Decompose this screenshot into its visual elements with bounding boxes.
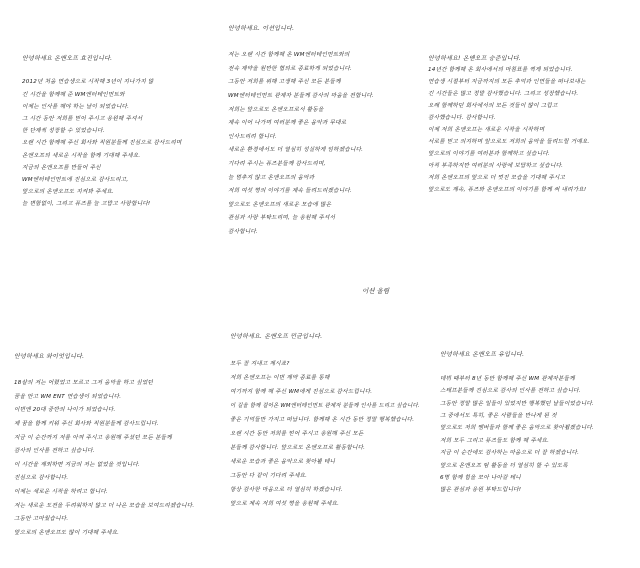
letter-line: 안녕하세요! 온앤오프 승준입니다.: [428, 55, 521, 62]
letter-line: 앞으로의 온앤오프도 지켜봐 주세요.: [22, 189, 114, 196]
letter-line: 이 길을 함께 걸어온 WM엔터테인먼트 관계자 분들께 인사를 드리고 싶습니다.: [230, 403, 420, 409]
letter-line: 안녕하세요 온앤오프 효진입니다.: [22, 55, 113, 62]
letter-line: 이제는 새로운 시작을 하려고 합니다.: [14, 489, 108, 495]
letter-line: 모두 잘 지내고 계시죠?: [230, 361, 290, 367]
letter-line: 늘 변함없이, 그리고 퓨즈를 늘 고맙고 사랑합니다!: [22, 201, 151, 208]
letter-line: 앞으로의 이야기를 여러분과 함께하고 싶습니다.: [428, 151, 550, 157]
letter-line: 데뷔 때부터 8년 동안 함께해 주신 WM 관계자분들께: [440, 375, 575, 382]
letter-line: 감사의 인사를 전하고 싶습니다.: [14, 448, 95, 455]
letter-line: 오랜 시간 함께해 주신 회사와 직원분들께 진심으로 감사드리며: [22, 140, 182, 147]
letter-line: 안녕하세요 와이엇입니다.: [14, 353, 85, 360]
letter-line: 이 시간을 제외하면 지금의 저는 없었을 것입니다.: [14, 461, 140, 468]
letter-line: 오래 함께하던 회사에서의 모든 것들이 많이 그립고: [428, 103, 558, 109]
letter-line: 앞으로 계속 저희 여섯 명을 응원해 주세요.: [230, 501, 340, 507]
letter-line: 앞으로도 온앤오프의 새로운 모습에 많은: [228, 201, 332, 208]
letter-line: 여기까지 함께 해 주신 WM에게 진심으로 감사드립니다.: [230, 389, 373, 395]
letter-line: 이제는 인사를 해야 하는 날이 되었습니다.: [22, 103, 130, 110]
letter-line: 안녕하세요. 온앤오프 민균입니다.: [230, 333, 323, 340]
letter-line: 저희 모두 그리고 퓨즈들도 함께 해 주세요.: [440, 437, 550, 444]
letter-line: 많은 관심과 응원 부탁드립니다!: [440, 487, 522, 494]
letter-line: 이제 저희 온앤오프는 새로운 시작을 시작하며: [428, 127, 545, 133]
letter-line: 저는 새로운 도전을 두려워하지 않고 더 나은 모습을 보여드리겠습니다.: [14, 502, 195, 509]
letter-line: 6명 함께 힘을 모아 나아갈 테니: [440, 475, 521, 481]
letter-line: 늘 멈추지 않고 온앤오프의 음악과: [228, 174, 315, 181]
letter-line: 그동안 저희를 위해 고생해 주신 모든 분들께: [228, 79, 341, 86]
letter-line: 지금 이 순간까지 저를 아껴 주시고 응원해 주셨던 모든 분들께: [14, 434, 172, 441]
letter-line: 지금의 온앤오프를 만들어 주신: [22, 164, 101, 171]
letter-line: 그 중에서도 특히, 좋은 사람들을 만나게 된 것: [440, 413, 557, 419]
letter-line: 긴 시간을 함께해 준 WM엔터테인먼트와: [22, 91, 125, 98]
letter-line: 꿈을 안고 WM ENT 연습생이 되었습니다.: [14, 393, 122, 400]
letter-line: 제 꿈을 함께 키워 주신 회사와 직원분들께 감사드립니다.: [14, 421, 159, 427]
letter-line: 감사했습니다. 감사합니다.: [428, 115, 496, 121]
letter-line: 저는 오랜 시간 함께해 온 WM엔터테인먼트와의: [228, 52, 350, 59]
letter-line: 전속 계약을 원만한 협의로 종료하게 되었습니다.: [228, 65, 352, 72]
letter-line: 한 단계씩 성장할 수 있었습니다.: [22, 128, 105, 135]
letter-line: 앞으로도 저희 멤버들과 함께 좋은 음악으로 찾아뵙겠습니다.: [440, 425, 594, 432]
letter-line: 새로운 모습과 좋은 음악으로 찾아뵐 테니: [230, 459, 336, 465]
letter-line: 오랜 시간 동안 저희를 믿어 주시고 응원해 주신 모든: [230, 431, 364, 437]
letter-line: 18살의 저는 어렸었고 모르고 그저 음악을 하고 싶었던: [14, 380, 154, 387]
letter-line: 앞으로도 계속, 퓨즈와 온앤오프의 이야기를 함께 써 내려가요!: [428, 187, 587, 193]
letter-line: 분들께 감사합니다. 앞으로도 온앤오프로 활동합니다.: [230, 445, 366, 451]
letter-line: 진심으로 감사합니다.: [14, 475, 69, 482]
letter-line: 지금 이 순간에도 감사하는 마음으로 더 잘 하겠습니다.: [440, 450, 580, 457]
letter-line: 앞으로 온앤오프 팀 활동을 더 열심히 할 수 있도록: [440, 462, 568, 469]
letter-line: 저희 온앤오프의 앞으로 더 멋진 모습을 기대해 주시고: [428, 175, 566, 181]
letter-line: 안녕하세요 온앤오프 유입니다.: [440, 351, 525, 358]
letter-line: 스태프분들께 진심으로 감사의 인사를 전하고 싶습니다.: [440, 388, 581, 395]
letter-line: 안녕하세요. 이션입니다.: [228, 25, 295, 32]
letter-line: 그동안 정말 많은 일들이 있었지만 행복했던 날들이었습니다.: [440, 400, 594, 407]
letter-line: 긴 시간들은 많고 정말 감사했습니다. 그리고 성장했습니다.: [428, 91, 579, 97]
letter-line: 아직 부족하지만 여러분의 사랑에 보답하고 싶습니다.: [428, 163, 564, 169]
letter-line: 2012년 처음 연습생으로 시작해 3년이 지나가지 않: [22, 79, 154, 86]
letter-line: 좋은 기억들만 가지고 떠납니다. 함께해 온 시간 동안 정말 행복했습니다.: [230, 417, 415, 423]
letter-line: 온앤오프의 새로운 시작을 함께 기대해 주세요.: [22, 152, 141, 159]
letter-line: 관심과 사랑 부탁드리며, 늘 응원해 주셔서: [228, 215, 336, 222]
letter-line: 14년간 함께해 온 회사에서의 마침표를 찍게 되었습니다.: [428, 67, 573, 73]
letter-line: WM엔터테인먼트 관계자 분들께 감사의 마음을 전합니다.: [228, 93, 374, 99]
letter-line: 항상 감사한 마음으로 더 열심히 하겠습니다.: [230, 487, 343, 493]
letter-line: 그동안 다 같이 기다려 주세요.: [230, 473, 308, 479]
letter-line: 서로를 믿고 의지하며 앞으로도 저희의 음악을 들려드릴 거예요.: [428, 139, 590, 145]
letter-line: 저희 온앤오프는 이번 계약 종료를 통해: [230, 375, 330, 381]
letter-line: 계속 이어 나가며 여러분께 좋은 음악과 무대로: [228, 120, 347, 127]
letter-line: 저희는 앞으로도 온앤오프로서 활동을: [228, 106, 324, 113]
letter-line: 인사드리려 합니다.: [228, 133, 277, 140]
letter-line: 앞으로의 온앤오프도 많이 기대해 주세요.: [14, 529, 120, 536]
letter-line: 새로운 환경에서도 더 열심히 성실하게 임하겠습니다.: [228, 147, 364, 154]
letter-line: 연습생 시절부터 지금까지의 모든 추억과 인연들을 떠나보내는: [428, 79, 586, 85]
letter-line: 저희 여섯 명의 이야기를 계속 들려드리겠습니다.: [228, 188, 352, 195]
letter-line: 기다려 주시는 퓨즈분들께 감사드리며,: [228, 161, 326, 167]
letter-line: 이번엔 20대 중반의 나이가 되었습니다.: [14, 407, 116, 414]
letter-line: 감사합니다.: [228, 229, 258, 235]
letter-2-signature: 이션 올림: [362, 287, 390, 295]
letter-line: 그 시간 동안 저희를 믿어 주시고 응원해 주셔서: [22, 116, 143, 122]
letter-line: 그동안 고마웠습니다.: [14, 516, 69, 523]
letter-line: WM엔터테인먼트에 진심으로 감사드리고,: [22, 177, 129, 183]
